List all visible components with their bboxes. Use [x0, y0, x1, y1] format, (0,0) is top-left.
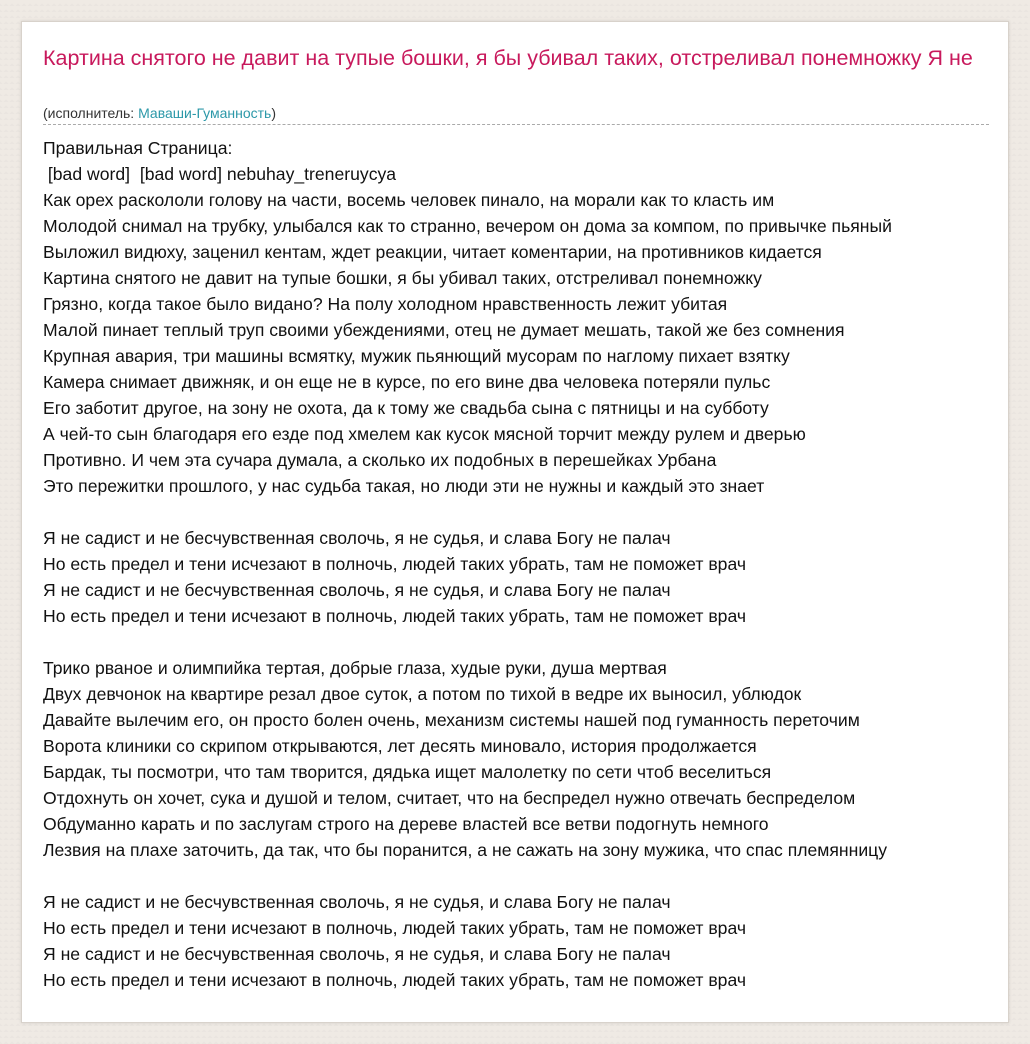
- lyric-line: Противно. И чем эта сучара думала, а сколько их подобных в перешейках Урбана: [43, 450, 717, 470]
- lyric-line: Правильная Страница:: [43, 138, 233, 158]
- artist-prefix: (исполнитель:: [43, 105, 139, 121]
- lyric-line: Трико рваное и олимпийка тертая, добрые глаза, худые руки, душа мертвая: [43, 658, 667, 678]
- lyric-line: Как орех раскололи голову на части, восемь человек пинало, на морали как то класть им: [43, 190, 775, 210]
- lyric-line: [43, 629, 1009, 655]
- lyric-line: Лезвия на плахе заточить, да так, что бы поранится, а не сажать на зону мужика, что спас племянницу: [43, 840, 888, 860]
- lyric-line: [43, 863, 1009, 889]
- lyrics-card: [21, 21, 1009, 1023]
- lyric-line: Его заботит другое, на зону не охота, да к тому же свадьба сына с пятницы и на субботу: [43, 398, 769, 418]
- lyric-line: Я не садист и не бесчувственная сволочь, я не судья, и слава Богу не палач: [43, 944, 671, 964]
- lyric-line: Я не садист и не бесчувственная сволочь, я не судья, и слава Богу не палач: [43, 892, 671, 912]
- lyric-line: Но есть предел и тени исчезают в полночь, людей таких убрать, там не поможет врач: [43, 918, 747, 938]
- lyric-line: [43, 499, 1009, 525]
- lyric-line: Молодой снимал на трубку, улыбался как то странно, вечером он дома за компом, по привычке пьяный: [43, 216, 892, 236]
- artist-link[interactable]: Маваши-Гуманность: [138, 105, 272, 121]
- lyric-line: Я не садист и не бесчувственная сволочь, я не судья, и слава Богу не палач: [43, 528, 671, 548]
- artist-line: [43, 104, 276, 122]
- lyric-line: Крупная авария, три машины всмятку, мужик пьянющий мусорам по наглому пихает взятку: [43, 346, 790, 366]
- lyric-line: Но есть предел и тени исчезают в полночь, людей таких убрать, там не поможет врач: [43, 606, 747, 626]
- lyric-line: Двух девчонок на квартире резал двое суток, а потом по тихой в ведре их выносил, ублюдок: [43, 684, 802, 704]
- lyric-line: Отдохнуть он хочет, сука и душой и телом, считает, что на беспредел нужно отвечать беспределом: [43, 788, 856, 808]
- lyric-line: А чей-то сын благодаря его езде под хмелем как кусок мясной торчит между рулем и дверью: [43, 424, 806, 444]
- lyric-line: Это пережитки прошлого, у нас судьба такая, но люди эти не нужны и каждый это знает: [43, 476, 765, 496]
- lyric-line: Малой пинает теплый труп своими убеждениями, отец не думает мешать, такой же без сомнения: [43, 320, 845, 340]
- lyric-line: Но есть предел и тени исчезают в полночь, людей таких убрать, там не поможет врач: [43, 554, 747, 574]
- lyric-line: Картина снятого не давит на тупые бошки, я бы убивал таких, отстреливал понемножку: [43, 268, 762, 288]
- lyric-line: Грязно, когда такое было видано? На полу холодном нравственность лежит убитая: [43, 294, 728, 314]
- lyric-line: Выложил видюху, заценил кентам, ждет реакции, читает коментарии, на противников кидается: [43, 242, 822, 262]
- lyric-line: Бардак, ты посмотри, что там творится, дядька ищет малолетку по сети чтоб веселиться: [43, 762, 772, 782]
- lyric-line: Давайте вылечим его, он просто болен очень, механизм системы нашей под гуманность переточим: [43, 710, 860, 730]
- lyric-line: Обдуманно карать и по заслугам строго на дереве властей все ветви подогнуть немного: [43, 814, 769, 834]
- lyric-line: [bad word] [bad word] nebuhay_treneruycya: [43, 164, 397, 184]
- lyric-line: Я не садист и не бесчувственная сволочь, я не судья, и слава Богу не палач: [43, 580, 671, 600]
- artist-suffix: ): [271, 105, 277, 121]
- lyric-line: Ворота клиники со скрипом открываются, лет десять миновало, история продолжается: [43, 736, 757, 756]
- lyric-line: Камера снимает движняк, и он еще не в курсе, по его вине два человека потеряли пульс: [43, 372, 771, 392]
- lyrics-text: [43, 135, 1009, 993]
- lyric-line: Но есть предел и тени исчезают в полночь, людей таких убрать, там не поможет врач: [43, 970, 747, 990]
- song-title: Картина снятого не давит на тупые бошки, я бы убивал таких, отстреливал понемножку Я не: [43, 46, 973, 70]
- header-divider: [43, 124, 989, 125]
